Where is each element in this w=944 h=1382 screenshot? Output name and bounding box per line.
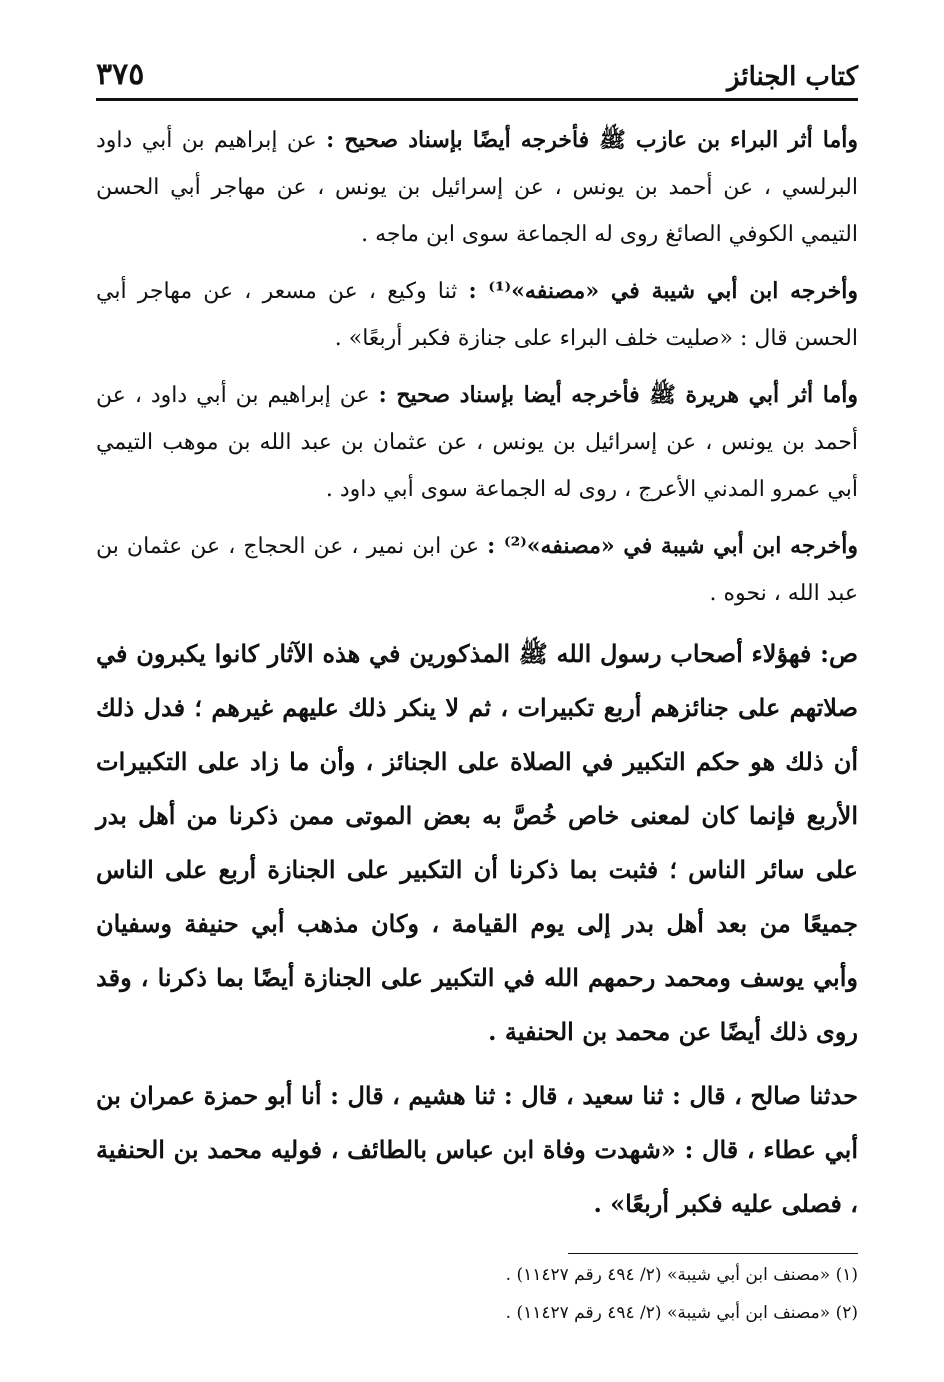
- commentary-text: فهؤلاء أصحاب رسول الله ﷺ المذكورين في هذه الآثار كانوا يكبرون في صلاتهم على جنائزهم أربع تكبيرات ، ثم لا ينكر ذلك عليهم غيرهم ؛ فدل ذلك أن ذلك هو حكم التكبير في الصلاة على الجنائز ، وأن ما زاد على التكبيرات الأربع فإنما كان لمعنى خاص خُصَّ به بعض الموتى ممن ذكرنا من أهل بدر على سائر الناس ؛ فثبت بما ذكرنا أن التكبير على الجنازة أربع على الناس جميعًا من بعد أهل بدر إلى يوم القيامة ، وكان مذهب أبي حنيفة وسفيان وأبي يوسف ومحمد رحمهم الله في التكبير على الجنازة أيضًا بما ذكرنا ، وقد روى ذلك أيضًا عن محمد بن الحنفية .: [96, 639, 858, 1046]
- footnotes-separator: [568, 1253, 858, 1254]
- paragraph-ibn-abi-shaybah-2: [96, 521, 858, 617]
- page-number: ٣٧٥: [96, 57, 145, 92]
- paragraph-lead: وأخرجه ابن أبي شيبة في «مصنفه»⁽²⁾ :: [487, 533, 858, 559]
- paragraph-text: عن إبراهيم بن أبي داود ، عن أحمد بن يونس ، عن إسرائيل بن يونس ، عن عثمان بن عبد الله بن موهب التيمي أبي عمرو المدني الأعرج ، روى له الجماعة سوى أبي داود .: [96, 383, 858, 502]
- header-rule: [96, 98, 858, 101]
- paragraph-text: عن إبراهيم بن أبي داود البرلسي ، عن أحمد بن يونس ، عن إسرائيل بن يونس ، عن مهاجر أبي الحسن التيمي الكوفي الصائغ روى له الجماعة سوى ابن ماجه .: [96, 128, 858, 247]
- commentary-marker: ص:: [820, 639, 858, 668]
- paragraph-lead: وأخرجه ابن أبي شيبة في «مصنفه»⁽¹⁾ :: [468, 278, 858, 304]
- paragraph-lead: وأما أثر البراء بن عازب ﷺ فأخرجه أيضًا بإسناد صحيح :: [326, 127, 858, 153]
- running-title: كتاب الجنائز: [727, 62, 858, 92]
- paragraph-abu-hurayrah-narration: [96, 370, 858, 513]
- closing-paragraph: حدثنا صالح ، قال : ثنا سعيد ، قال : ثنا هشيم ، قال : أنا أبو حمزة عمران بن أبي عطاء ، قال : «شهدت وفاة ابن عباس بالطائف ، فوليه محمد بن الحنفية ، فصلى عليه فكبر أربعًا» .: [96, 1081, 858, 1218]
- paragraph-bara-narration: [96, 115, 858, 258]
- paragraph-ibn-abi-shaybah-1: [96, 266, 858, 362]
- paragraph-lead: وأما أثر أبي هريرة ﷺ فأخرجه أيضا بإسناد صحيح :: [378, 382, 858, 408]
- footnote-1: (١) «مصنف ابن أبي شيبة» (٢/ ٤٩٤ رقم ١١٤٢٧) .: [505, 1265, 858, 1285]
- footnote-2: (٢) «مصنف ابن أبي شيبة» (٢/ ٤٩٤ رقم ١١٤٢٧) .: [505, 1303, 858, 1323]
- page-header: [96, 50, 858, 92]
- paragraph-text: ثنا وكيع ، عن مسعر ، عن مهاجر أبي الحسن قال : «صليت خلف البراء على جنازة فكبر أربعًا» .: [96, 279, 858, 351]
- commentary-paragraph: [96, 625, 858, 1059]
- paragraph-text: عن ابن نمير ، عن الحجاج ، عن عثمان بن عبد الله ، نحوه .: [96, 534, 858, 606]
